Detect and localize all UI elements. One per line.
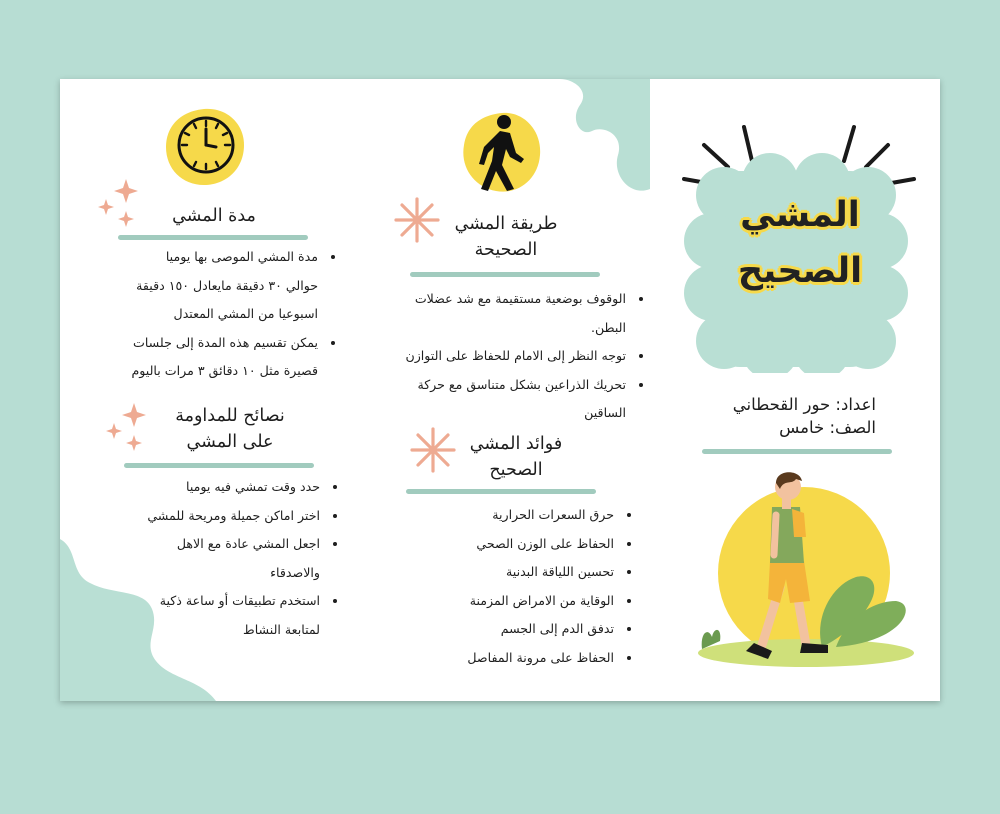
brochure-title bbox=[690, 187, 910, 299]
walking-person-icon bbox=[458, 109, 546, 197]
list-item: • استخدم تطبيقات أو ساعة ذكية bbox=[100, 587, 322, 616]
list-item: لمتابعة النشاط bbox=[243, 621, 320, 637]
grade-text: الصف: خامس bbox=[779, 418, 876, 437]
sparkle-icon bbox=[394, 197, 440, 243]
list-item: حوالي ٣٠ دقيقة مايعادل ١٥٠ دقيقة bbox=[136, 277, 318, 293]
tips-heading bbox=[156, 403, 304, 455]
list-item: • تدفق الدم إلى الجسم bbox=[420, 615, 616, 644]
list-item: والاصدقاء bbox=[270, 564, 320, 580]
tips-heading-line-1: نصائح للمداومة bbox=[175, 406, 285, 426]
list-item: • اجعل المشي عادة مع الاهل bbox=[100, 530, 322, 559]
clock-icon bbox=[164, 107, 246, 187]
sparkles-icon bbox=[96, 177, 140, 231]
list-item: • تحريك الذراعين بشكل متناسق مع حركة bbox=[360, 371, 628, 400]
list-item: • الحفاظ على مرونة المفاصل bbox=[420, 644, 616, 673]
benefits-heading-line-1: فوائد المشي bbox=[469, 434, 563, 454]
list-item: • الحفاظ على الوزن الصحي bbox=[420, 530, 616, 559]
walking-kid-illustration bbox=[696, 467, 918, 667]
duration-heading: مدة المشي bbox=[172, 206, 256, 226]
method-heading bbox=[436, 211, 576, 263]
tips-list bbox=[100, 473, 336, 645]
list-item: الساقين bbox=[584, 405, 626, 421]
list-item: اسبوعيا من المشي المعتدل bbox=[173, 306, 318, 322]
divider-rule bbox=[702, 449, 892, 454]
author-info bbox=[700, 393, 876, 439]
list-item: • حدد وقت تمشي فيه يوميا bbox=[100, 473, 322, 502]
list-item: • حرق السعرات الحرارية bbox=[420, 501, 616, 530]
list-item: البطن. bbox=[590, 319, 626, 335]
method-heading-line-2: الصحيحة bbox=[474, 240, 538, 260]
list-item: • اختر اماكن جميلة ومريحة للمشي bbox=[100, 502, 322, 531]
list-item: • تحسين اللياقة البدنية bbox=[420, 558, 616, 587]
list-item: • توجه النظر إلى الامام للحفاظ على التوازن bbox=[360, 342, 628, 371]
divider-rule bbox=[124, 463, 314, 468]
sparkles-icon bbox=[104, 401, 148, 455]
divider-rule bbox=[118, 235, 308, 240]
method-heading-line-1: طريقة المشي bbox=[454, 214, 558, 234]
title-line-2: الصحيح bbox=[737, 251, 863, 291]
title-line-1: المشي bbox=[740, 195, 860, 235]
tips-heading-line-2: على المشي bbox=[186, 432, 274, 452]
benefits-heading bbox=[450, 431, 582, 483]
benefits-heading-line-2: الصحيح bbox=[489, 460, 543, 480]
list-item: قصيرة مثل ١٠ دقائق ٣ مرات باليوم bbox=[131, 363, 318, 379]
list-item: • يمكن تقسيم هذه المدة إلى جلسات bbox=[88, 329, 320, 358]
benefits-list bbox=[420, 501, 630, 673]
list-item: • الوقوف بوضعية مستقيمة مع شد عضلات bbox=[360, 285, 628, 314]
brochure-sheet bbox=[60, 79, 940, 701]
list-item: • الوقاية من الامراض المزمنة bbox=[420, 587, 616, 616]
divider-rule bbox=[406, 489, 596, 494]
list-item: • مدة المشي الموصى بها يوميا bbox=[88, 243, 320, 272]
prepared-by-text: اعداد: حور القحطاني bbox=[732, 395, 876, 414]
duration-list bbox=[88, 243, 334, 386]
method-list bbox=[360, 285, 642, 428]
divider-rule bbox=[410, 272, 600, 277]
